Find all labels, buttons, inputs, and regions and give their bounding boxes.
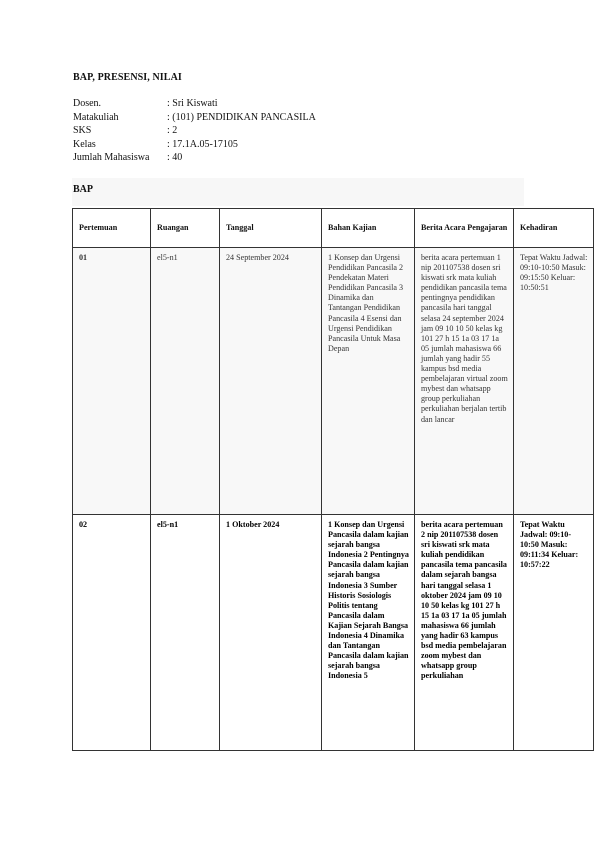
header-tanggal: Tanggal bbox=[220, 209, 322, 248]
cell-bahan-kajian: 1 Konsep dan Urgensi Pancasila dalam kajian sejarah bangsa Indonesia 2 Pentingnya Pancasila dalam kajian sejarah bangsa Indonesia 3 Sumber Historis Sosiologis Politis tentang Pancasila dalam Kajian Sejarah Bangsa Indonesia 4 Dinamika dan Tantangan Pancasila dalam kajian sejarah bangsa Indonesia 5 bbox=[322, 515, 415, 751]
info-label: Matakuliah bbox=[73, 111, 119, 123]
info-row-dosen bbox=[73, 97, 316, 111]
table-row bbox=[73, 248, 594, 515]
cell-ruangan: el5-n1 bbox=[151, 248, 220, 515]
info-value: : 17.1A.05-17105 bbox=[167, 138, 238, 150]
info-label: Jumlah Mahasiswa bbox=[73, 152, 150, 164]
table-row bbox=[73, 515, 594, 751]
info-value: : 40 bbox=[167, 152, 183, 164]
info-value: : (101) PENDIDIKAN PANCASILA bbox=[167, 111, 316, 123]
info-row-jumlah-mahasiswa bbox=[73, 151, 316, 165]
cell-berita-acara: berita acara pertemuan 1 nip 201107538 dosen sri kiswati srk mata kuliah pendidikan pancasila tema pentingnya pendidikan pancasila hari tanggal selasa 24 september 2024 jam 09 10 10 50 kelas kg 101 27 h 15 1a 03 17 1a 05 jumlah mahasiswa 66 jumlah yang hadir 55 kampus bsd media pembelajaran virtual zoom mybest dan whatsapp group perkuliahan perkuliahan berjalan tertib dan lancar bbox=[415, 248, 514, 515]
header-pertemuan: Pertemuan bbox=[73, 209, 151, 248]
header-bahan-kajian: Bahan Kajian bbox=[322, 209, 415, 248]
table-header-row bbox=[73, 209, 594, 248]
header-berita-acara: Berita Acara Pengajaran bbox=[415, 209, 514, 248]
cell-pertemuan: 01 bbox=[73, 248, 151, 515]
header-kehadiran: Kehadiran bbox=[514, 209, 594, 248]
info-row-matakuliah bbox=[73, 111, 316, 125]
cell-kehadiran: Tepat Waktu Jadwal: 09:10-10:50 Masuk: 09:15:50 Keluar: 10:50:51 bbox=[514, 248, 594, 515]
header-ruangan: Ruangan bbox=[151, 209, 220, 248]
cell-berita-acara: berita acara pertemuan 2 nip 201107538 dosen sri kiswati srk mata kuliah pendidikan pancasila tema pancasila dalam sejarah bangsa hari tanggal selasa 1 oktober 2024 jam 09 10 10 50 kelas kg 101 27 h 15 1a 03 17 1a 05 jumlah mahasiswa 66 jumlah yang hadir 63 kampus bsd media pembelajaran zoom mybest dan whatsapp group perkuliahan bbox=[415, 515, 514, 751]
cell-bahan-kajian: 1 Konsep dan Urgensi Pendidikan Pancasila 2 Pendekatan Materi Pendidikan Pancasila 3 Dinamika dan Tantangan Pendidikan Pancasila 4 Esensi dan Urgensi Pendidikan Pancasila Untuk Masa Depan bbox=[322, 248, 415, 515]
document-title: BAP, PRESENSI, NILAI bbox=[73, 72, 182, 83]
info-label: SKS bbox=[73, 125, 92, 137]
section-band bbox=[72, 178, 524, 206]
cell-kehadiran: Tepat Waktu Jadwal: 09:10-10:50 Masuk: 09:11:34 Keluar: 10:57:22 bbox=[514, 515, 594, 751]
bap-table bbox=[72, 208, 594, 751]
course-info bbox=[73, 97, 316, 165]
cell-tanggal: 1 Oktober 2024 bbox=[220, 515, 322, 751]
info-value: : Sri Kiswati bbox=[167, 98, 218, 109]
info-value: : 2 bbox=[167, 125, 178, 137]
info-label: Kelas bbox=[73, 138, 96, 150]
info-row-kelas bbox=[73, 138, 316, 152]
cell-pertemuan: 02 bbox=[73, 515, 151, 751]
info-row-sks bbox=[73, 124, 316, 138]
section-title: BAP bbox=[73, 184, 93, 195]
cell-ruangan: el5-n1 bbox=[151, 515, 220, 751]
cell-tanggal: 24 September 2024 bbox=[220, 248, 322, 515]
info-label: Dosen. bbox=[73, 98, 102, 109]
